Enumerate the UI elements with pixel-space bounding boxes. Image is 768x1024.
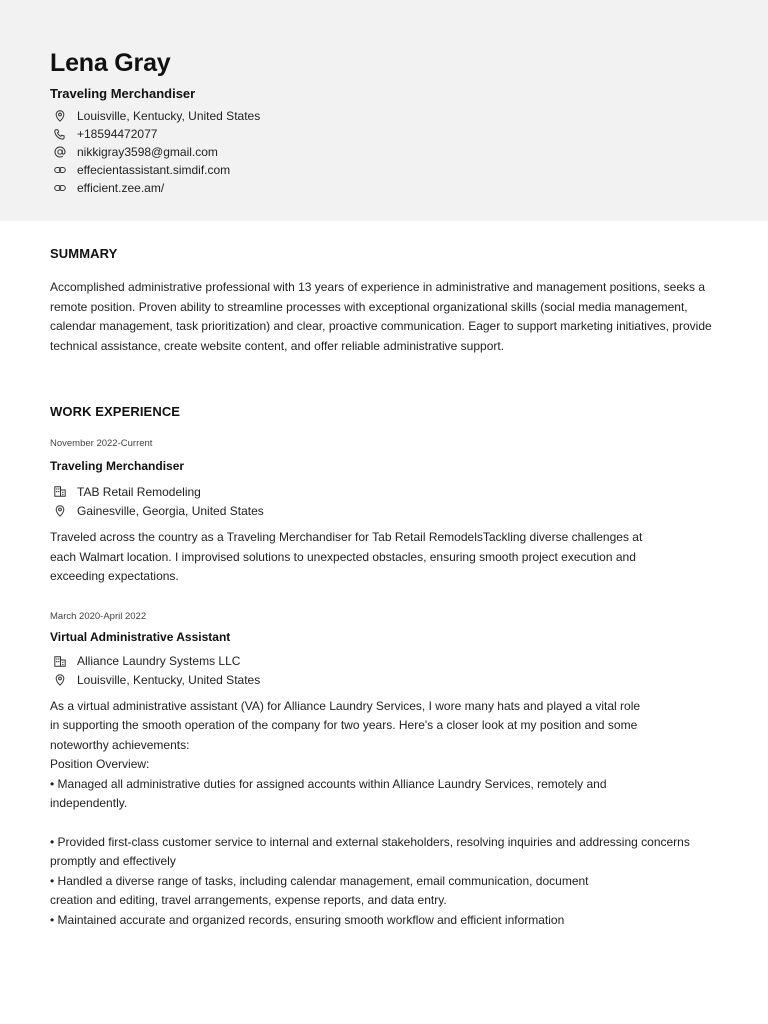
contact-location (50, 107, 718, 125)
work-experience-heading: WORK EXPERIENCE (50, 404, 181, 419)
contact-website-1-text[interactable]: effecientassistant.simdif.com (77, 163, 231, 177)
job-entry (50, 438, 718, 587)
job-description-continued: • Provided first-class customer service to internal and external stakeholders, resolving inquiries and addressing concerns promptly and effectively • Handled a diverse range of tasks, including calendar management, email communication, document creation and editing, travel arrangements, expense reports, and data entry. • Maintained accurate and organized records, ensuring smooth workflow and efficient information (50, 834, 690, 927)
job-dates: March 2020-April 2022 (50, 610, 147, 622)
job-location-text: Louisville, Kentucky, United States (77, 673, 261, 687)
contact-location-text: Louisville, Kentucky, United States (77, 109, 261, 123)
job-dates: November 2022-Current (50, 438, 153, 449)
building-icon (51, 485, 68, 499)
job-location (50, 501, 718, 520)
link-icon (51, 163, 68, 177)
job-meta (50, 482, 718, 520)
building-icon (51, 654, 68, 668)
contact-phone (50, 125, 718, 143)
job-role: Traveling Merchandiser (50, 459, 185, 473)
job-company-text: Alliance Laundry Systems LLC (77, 654, 241, 668)
job-company-text: TAB Retail Remodeling (77, 484, 201, 499)
contact-email-text[interactable]: nikkigray3598@gmail.com (77, 145, 218, 159)
location-pin-icon (51, 504, 68, 518)
location-pin-icon (51, 109, 68, 123)
candidate-title: Traveling Merchandiser (50, 86, 196, 101)
contact-website-1 (50, 161, 718, 179)
resume-header (0, 0, 768, 221)
phone-icon (51, 127, 68, 141)
contact-phone-text[interactable]: +18594472077 (77, 127, 158, 141)
candidate-name: Lena Gray (50, 49, 171, 77)
contact-website-2 (50, 179, 718, 197)
job-entry (50, 611, 718, 931)
contact-email (50, 143, 718, 161)
contact-website-2-text[interactable]: efficient.zee.am/ (77, 181, 165, 195)
job-company (50, 652, 718, 671)
link-icon (51, 181, 68, 195)
summary-text: Accomplished administrative professional with 13 years of experience in administrative and management positions, seeks a remote position. Proven ability to streamline processes with exceptional organizational skills (social media management, calendar management, task prioritization) and clear, proactive communication. Eager to support marketing initiatives, provide technical assistance, create website content, and offer reliable administrative support. (50, 280, 712, 353)
job-description: Traveled across the country as a Traveling Merchandiser for Tab Retail RemodelsTackling diverse challenges at each Walmart location. I improvised solutions to unexpected obstacles, ensuring smooth project execution and exceeding expectations. (50, 530, 643, 583)
job-company (50, 482, 718, 501)
job-location (50, 671, 718, 690)
location-pin-icon (51, 673, 68, 687)
job-role: Virtual Administrative Assistant (50, 629, 231, 644)
job-meta (50, 652, 718, 690)
contact-list (50, 107, 718, 197)
job-location-text: Gainesville, Georgia, United States (77, 503, 264, 518)
summary-heading: SUMMARY (50, 246, 118, 261)
job-description: As a virtual administrative assistant (VA) for Alliance Laundry Services, I wore many hats and played a vital role in supporting the smooth operation of the company for two years. Here's a closer look at my position and some noteworthy achievements: Position Overview: • Managed all administrative duties for assigned accounts within Alliance Laundry Services, remotely and independently. (50, 698, 641, 810)
resume-body (0, 246, 768, 930)
at-sign-icon (51, 145, 68, 159)
